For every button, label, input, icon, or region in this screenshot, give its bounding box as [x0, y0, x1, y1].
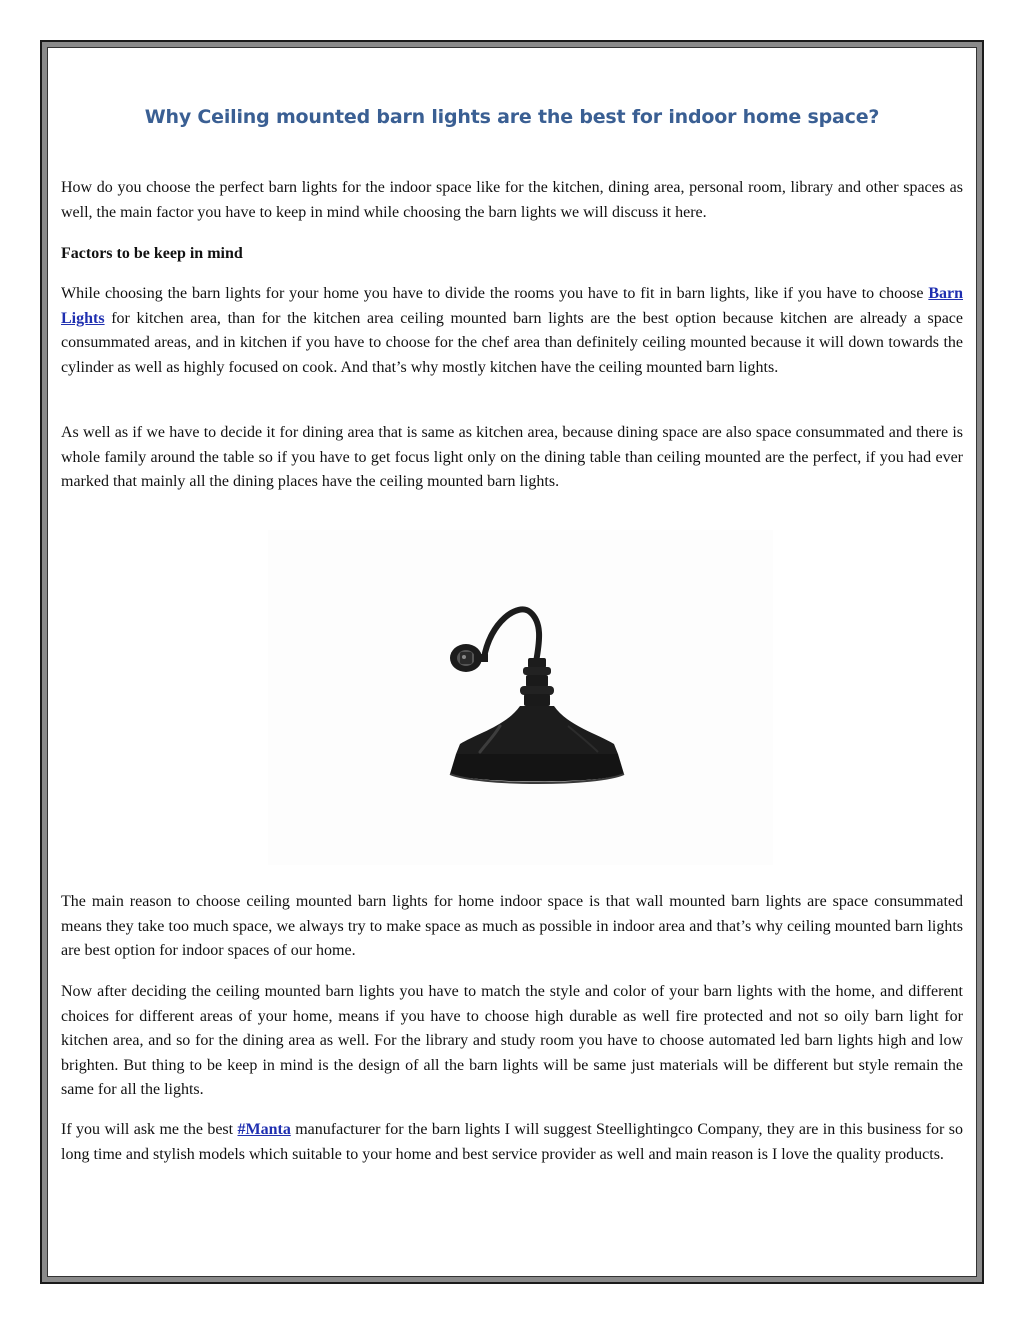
page-border [40, 40, 984, 1284]
choosing-paragraph [61, 282, 963, 380]
dining-paragraph: As well as if we have to decide it for dining area that is same as kitchen area, because dining space are also space consummated and there is whole family around the table so if you have to get focus light only on the dining table than ceiling mounted are the perfect, if you had ever marked that mainly all the dining places have the ceiling mounted barn lights. [61, 424, 963, 490]
barn-light-illustration [268, 530, 773, 865]
choosing-text-start: While choosing the barn lights for your home you have to divide the rooms you have to fit in barn lights, like if you have to choose [61, 285, 929, 302]
document-page [47, 47, 977, 1277]
page-title: Why Ceiling mounted barn lights are the best for indoor home space? [144, 106, 880, 128]
intro-paragraph: How do you choose the perfect barn lights for the indoor space like for the kitchen, dining area, personal room, library and other spaces as well, the main factor you have to keep in mind while choosing the barn lights we will discuss it here. [61, 179, 963, 221]
manta-text-start: If you will ask me the best [61, 1121, 238, 1138]
manta-link[interactable]: #Manta [237, 1121, 291, 1138]
manta-paragraph [61, 1118, 963, 1167]
barn-lights-link[interactable]: Barn Lights [61, 285, 963, 327]
gooseneck-arm [484, 609, 539, 662]
factors-heading: Factors to be keep in mind [61, 245, 243, 262]
choosing-text-end: for kitchen area, than for the kitchen area ceiling mounted barn lights are the best option because kitchen are already a space consummated areas, and in kitchen if you have to choose for the chef area than definitely ceiling mounted because it will down towards the cylinder as well as highly focused on cook. And that’s why mostly kitchen have the ceiling mounted barn lights. [61, 309, 963, 376]
neck-fittings [520, 658, 554, 706]
main-reason-paragraph: The main reason to choose ceiling mounted barn lights for home indoor space is that wall mounted barn lights are space consummated means they take too much space, we always try to make space as much as possible in indoor area and that’s why ceiling mounted barn lights are best option for indoor spaces of our home. [61, 893, 963, 959]
barn-light-image [268, 530, 773, 865]
manta-text-end: manufacturer for the barn lights I will suggest Steellightingco Company, they are in this business for so long time and stylish models which suitable to your home and best service provider as well and main reason is I love the quality products. [61, 1121, 964, 1163]
lamp-shade [450, 706, 624, 783]
style-paragraph: Now after deciding the ceiling mounted barn lights you have to match the style and color of your barn lights with the home, and different choices for different areas of your home, means if you have to choose high durable as well fire protected and not so oily barn light for kitchen area, and so for the dining area as well. For the library and study room you have to choose automated led barn lights high and low brighten. But thing to be keep in mind is the design of all the barn lights will be same just materials will be different but style remain the same for all the lights. [61, 983, 963, 1098]
